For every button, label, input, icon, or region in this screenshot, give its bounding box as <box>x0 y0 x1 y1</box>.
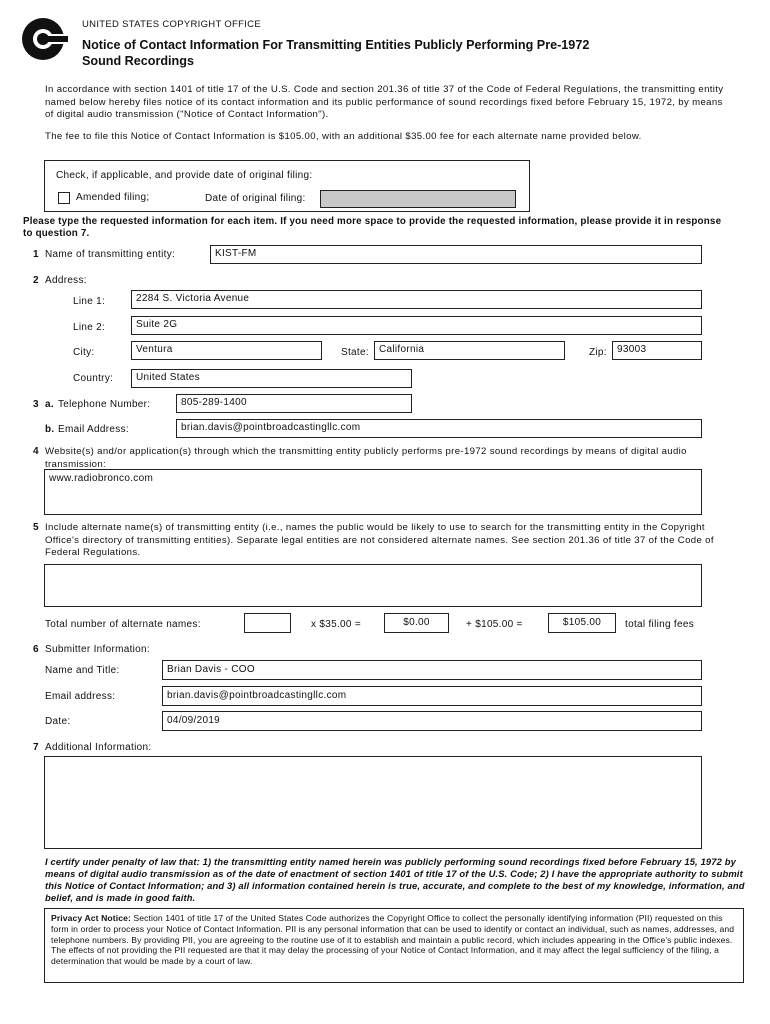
submitter-name-label: Name and Title: <box>45 665 120 676</box>
additional-info-field[interactable] <box>44 756 702 849</box>
state-label: State: <box>341 347 369 358</box>
alternate-names-field[interactable] <box>44 564 702 607</box>
city-field[interactable]: Ventura <box>131 341 322 360</box>
q3a-marker: a. <box>45 399 54 410</box>
privacy-text: Section 1401 of title 17 of the United States Code authorizes the Copyright Office to collect the personally identifying information (PII) requested on this form in order to process your Notice of Contact Information. PII is any personal information that can be used to identify or contact an individual, such as names, addresses, and telephone numbers. By providing PII, you are agreeing to the routine use of it to establish and maintain a public record, which includes appearing in the Office's public indexes. The effects of not providing the PII requested are that it may delay the processing of your Notice of Contact Information, and it may affect the legal sufficiency of the filing, a determination that would be made by a court of law. <box>51 913 735 967</box>
state-field[interactable]: California <box>374 341 565 360</box>
submission-date-field[interactable]: 04/09/2019 <box>162 711 702 731</box>
amended-filing-checkbox[interactable] <box>58 192 70 204</box>
q3-number: 3 <box>33 399 39 410</box>
entity-name-field[interactable]: KIST-FM <box>210 245 702 264</box>
q2-number: 2 <box>33 275 39 286</box>
amended-filing-label: Amended filing; <box>76 192 150 203</box>
privacy-heading: Privacy Act Notice: <box>51 913 131 923</box>
original-filing-date-field[interactable] <box>320 190 516 208</box>
website-field[interactable]: www.radiobronco.com <box>44 469 702 515</box>
q1-number: 1 <box>33 249 39 260</box>
form-title-line1: Notice of Contact Information For Transmitting Entities Publicly Performing Pre-1972 <box>82 38 590 52</box>
address-label: Address: <box>45 275 87 286</box>
submission-date-label: Date: <box>45 716 71 727</box>
zip-field[interactable]: 93003 <box>612 341 702 360</box>
address-line2-field[interactable]: Suite 2G <box>131 316 702 335</box>
q3b-marker: b. <box>45 424 55 435</box>
submitter-name-field[interactable]: Brian Davis - COO <box>162 660 702 680</box>
alternate-fee-subtotal-field[interactable]: $0.00 <box>384 613 449 633</box>
total-fees-suffix: total filing fees <box>625 619 695 630</box>
form-title-line2: Sound Recordings <box>82 54 194 68</box>
submitter-info-label: Submitter Information: <box>45 644 150 655</box>
base-fee-label: + $105.00 = <box>466 619 523 630</box>
q6-number: 6 <box>33 644 39 655</box>
additional-info-label: Additional Information: <box>45 742 152 753</box>
entity-name-label: Name of transmitting entity: <box>45 249 176 260</box>
per-name-fee-label: x $35.00 = <box>311 619 361 630</box>
certification-statement: I certify under penalty of law that: 1) the transmitting entity named herein was publicly performing sound recordings fixed before February 15, 1972 by means of digital audio transmission as of the date of enactment of section 1401 of title 17 of the U.S. Code; 2) I have the appropriate authority to submit this Notice of Contact Information; and 3) all information contained herein is true, accurate, and complete to the best of my knowledge, information, and belief, and is made in good faith. <box>45 856 745 903</box>
website-label: Website(s) and/or application(s) through which the transmitting entity publicly performs pre-1972 sound recordings by means of digital audio transmission: <box>45 446 687 470</box>
privacy-act-notice <box>44 908 744 983</box>
q5-number: 5 <box>33 522 39 533</box>
email-address-field[interactable]: brian.davis@pointbroadcastingllc.com <box>176 419 702 438</box>
total-fee-field[interactable]: $105.00 <box>548 613 616 633</box>
zip-label: Zip: <box>589 347 607 358</box>
amended-instructions: Check, if applicable, and provide date of original filing: <box>56 170 313 181</box>
telephone-label: Telephone Number: <box>58 399 151 410</box>
instructions: Please type the requested information for each item. If you need more space to provide the requested information, please provide it in response to question 7. <box>23 216 722 239</box>
intro-paragraph: In accordance with section 1401 of title 17 of the U.S. Code and section 201.36 of title 37 of the Code of Federal Regulations, the transmitting entity named below hereby files notice of its contact information and its public performance of sound recordings fixed before February 15, 1972, by means of digital audio transmission ("Notice of Contact Information"). <box>45 84 724 120</box>
copyright-office-logo-icon <box>20 16 68 62</box>
alternate-names-count-field[interactable] <box>244 613 291 633</box>
total-alternate-names-label: Total number of alternate names: <box>45 619 201 630</box>
address-line2-label: Line 2: <box>73 322 106 333</box>
country-label: Country: <box>73 373 114 384</box>
submitter-email-label: Email address: <box>45 691 116 702</box>
q4-number: 4 <box>33 446 39 457</box>
original-date-label: Date of original filing: <box>205 193 306 204</box>
telephone-field[interactable]: 805-289-1400 <box>176 394 412 413</box>
email-address-label: Email Address: <box>58 424 129 435</box>
fee-paragraph: The fee to file this Notice of Contact Information is $105.00, with an additional $35.00 fee for each alternate name provided below. <box>45 131 642 142</box>
q7-number: 7 <box>33 742 39 753</box>
address-line1-label: Line 1: <box>73 296 106 307</box>
office-name: UNITED STATES COPYRIGHT OFFICE <box>82 19 261 30</box>
address-line1-field[interactable]: 2284 S. Victoria Avenue <box>131 290 702 309</box>
city-label: City: <box>73 347 95 358</box>
submitter-email-field[interactable]: brian.davis@pointbroadcastingllc.com <box>162 686 702 706</box>
country-field[interactable]: United States <box>131 369 412 388</box>
alternate-names-label: Include alternate name(s) of transmitting entity (i.e., names the public would be likely to use to search for the transmitting entity in the Copyright Office's directory of transmitting entities). Separate legal entities are not considered alternate names. See section 201.36 of title 37 of the Code of Federal Regulations. <box>45 522 714 558</box>
